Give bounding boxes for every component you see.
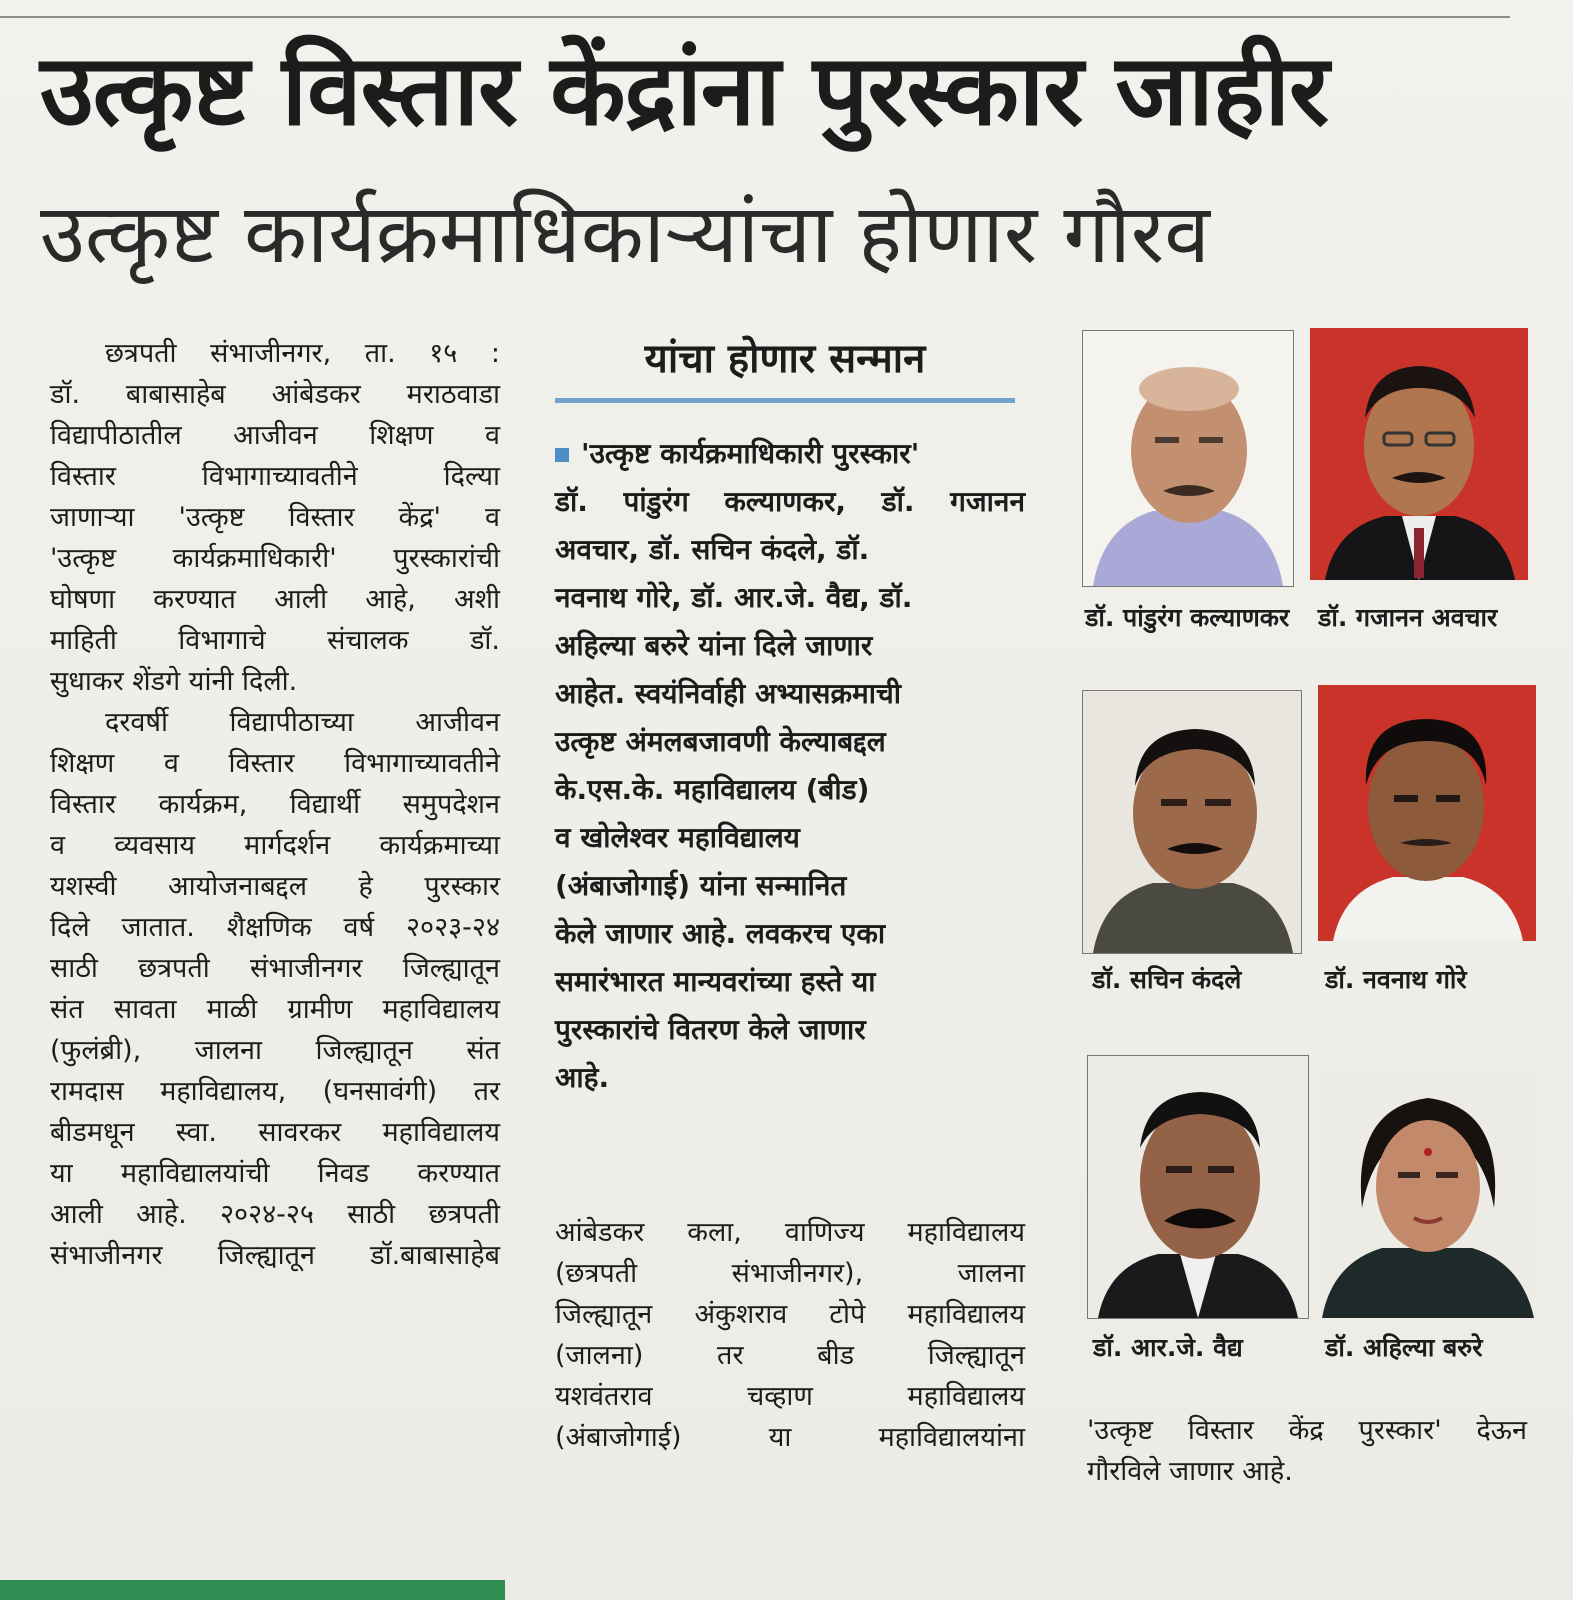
box-line: पुरस्कारांचे वितरण केले जाणार bbox=[555, 1013, 866, 1046]
caption-avchar: डॉ. गजानन अवचार bbox=[1318, 603, 1498, 632]
caption-kandale: डॉ. सचिन कंदले bbox=[1092, 965, 1242, 994]
person-portrait-icon bbox=[1322, 1068, 1534, 1318]
box-line: समारंभारत मान्यवरांच्या हस्ते या bbox=[555, 965, 876, 998]
person-portrait-icon bbox=[1088, 1056, 1308, 1318]
text-line: (जालना) तर बीड जिल्ह्यातून bbox=[555, 1340, 1025, 1371]
text-line: (फुलंब्री), जालना जिल्ह्यातून संत bbox=[50, 1035, 500, 1066]
text-line: व व्यवसाय मार्गदर्शन कार्यक्रमाच्या bbox=[50, 830, 500, 861]
box-line: अहिल्या बरुरे यांना दिले जाणार bbox=[555, 629, 873, 662]
green-strip bbox=[0, 1580, 505, 1600]
text-line: 'उत्कृष्ट कार्यक्रमाधिकारी' पुरस्कारांची bbox=[50, 543, 500, 574]
text-line: 'उत्कृष्ट विस्तार केंद्र पुरस्कार' देऊन bbox=[1087, 1415, 1527, 1446]
box-line: डॉ. पांडुरंग कल्याणकर, डॉ. गजानन bbox=[555, 485, 1025, 518]
subheadline: उत्कृष्ट कार्यक्रमाधिकाऱ्यांचा होणार गौरव bbox=[40, 187, 1210, 282]
text-line: विस्तार कार्यक्रम, विद्यार्थी समुपदेशन bbox=[50, 789, 500, 820]
text-line: रामदास महाविद्यालय, (घनसावंगी) तर bbox=[50, 1076, 500, 1107]
text-line: (अंबाजोगाई) या महाविद्यालयांना bbox=[555, 1422, 1025, 1453]
article-column-2-bottom bbox=[555, 1212, 1025, 1458]
text-line: (छत्रपती संभाजीनगर), जालना bbox=[555, 1258, 1025, 1289]
box-line: के.एस.के. महाविद्यालय (बीड) bbox=[555, 773, 870, 806]
text-line: जिल्ह्यातून अंकुशराव टोपे महाविद्यालय bbox=[555, 1299, 1025, 1330]
box-line: व खोलेश्वर महाविद्यालय bbox=[555, 821, 800, 854]
text-line: माहिती विभागाचे संचालक डॉ. bbox=[50, 625, 500, 656]
caption-barure: डॉ. अहिल्या बरुरे bbox=[1325, 1333, 1483, 1362]
headline: उत्कृष्ट विस्तार केंद्रांना पुरस्कार जाहीर bbox=[40, 34, 1329, 148]
box-line: उत्कृष्ट अंमलबजावणी केल्याबद्दल bbox=[555, 725, 886, 758]
portrait-photo-vaidya bbox=[1087, 1055, 1309, 1319]
text-line: छत्रपती संभाजीनगर, ता. १५ : bbox=[105, 338, 500, 369]
portrait-photo-avchar bbox=[1310, 328, 1528, 580]
text-line: दिले जातात. शैक्षणिक वर्ष २०२३-२४ bbox=[50, 912, 500, 943]
box-title-rule bbox=[555, 398, 1015, 403]
box-title: यांचा होणार सन्मान bbox=[644, 336, 926, 382]
article-column-1 bbox=[50, 333, 500, 1276]
text-line: यशवंतराव चव्हाण महाविद्यालय bbox=[555, 1381, 1025, 1412]
text-line: साठी छत्रपती संभाजीनगर जिल्ह्यातून bbox=[50, 953, 500, 984]
box-body bbox=[555, 430, 1025, 1102]
text-line: आली आहे. २०२४-२५ साठी छत्रपती bbox=[50, 1199, 500, 1230]
caption-vaidya: डॉ. आर.जे. वैद्य bbox=[1093, 1333, 1243, 1362]
text-line: विस्तार विभागाच्यावतीने दिल्या bbox=[50, 461, 500, 492]
portrait-photo-kalyankar bbox=[1082, 330, 1294, 587]
text-line: डॉ. बाबासाहेब आंबेडकर मराठवाडा bbox=[50, 379, 500, 410]
box-line: 'उत्कृष्ट कार्यक्रमाधिकारी पुरस्कार' bbox=[581, 437, 920, 470]
square-bullet-icon bbox=[555, 448, 569, 462]
top-rule bbox=[0, 16, 1510, 18]
portrait-photo-gore bbox=[1318, 685, 1536, 941]
text-line: या महाविद्यालयांची निवड करण्यात bbox=[50, 1158, 500, 1189]
article-column-3-bottom bbox=[1087, 1410, 1527, 1492]
person-portrait-icon bbox=[1083, 331, 1293, 586]
text-line: दरवर्षी विद्यापीठाच्या आजीवन bbox=[105, 707, 500, 738]
text-line: विद्यापीठातील आजीवन शिक्षण व bbox=[50, 420, 500, 451]
box-line: आहे. bbox=[555, 1061, 610, 1094]
box-line: केले जाणार आहे. लवकरच एका bbox=[555, 917, 886, 950]
person-portrait-icon bbox=[1083, 691, 1301, 953]
text-line: संभाजीनगर जिल्ह्यातून डॉ.बाबासाहेब bbox=[50, 1240, 500, 1271]
caption-kalyankar: डॉ. पांडुरंग कल्याणकर bbox=[1085, 603, 1290, 632]
text-line: आंबेडकर कला, वाणिज्य महाविद्यालय bbox=[555, 1217, 1025, 1248]
box-line: आहेत. स्वयंनिर्वाही अभ्यासक्रमाची bbox=[555, 677, 902, 710]
portrait-photo-barure bbox=[1322, 1068, 1534, 1318]
portrait-photo-kandale bbox=[1082, 690, 1302, 954]
text-line: संत सावता माळी ग्रामीण महाविद्यालय bbox=[50, 994, 500, 1025]
person-portrait-icon bbox=[1318, 685, 1536, 941]
text-line: शिक्षण व विस्तार विभागाच्यावतीने bbox=[50, 748, 500, 779]
box-line: (अंबाजोगाई) यांना सन्मानित bbox=[555, 869, 847, 902]
caption-gore: डॉ. नवनाथ गोरे bbox=[1325, 965, 1467, 994]
text-line: बीडमधून स्वा. सावरकर महाविद्यालय bbox=[50, 1117, 500, 1148]
text-line: गौरविले जाणार आहे. bbox=[1087, 1456, 1293, 1487]
text-line: यशस्वी आयोजनाबद्दल हे पुरस्कार bbox=[50, 871, 500, 902]
text-line: घोषणा करण्यात आली आहे, अशी bbox=[50, 584, 500, 615]
text-line: सुधाकर शेंडगे यांनी दिली. bbox=[50, 666, 298, 697]
box-line: अवचार, डॉ. सचिन कंदले, डॉ. bbox=[555, 533, 870, 566]
text-line: जाणाऱ्या 'उत्कृष्ट विस्तार केंद्र' व bbox=[50, 502, 500, 533]
box-line: नवनाथ गोरे, डॉ. आर.जे. वैद्य, डॉ. bbox=[555, 581, 913, 614]
person-portrait-icon bbox=[1310, 328, 1528, 580]
